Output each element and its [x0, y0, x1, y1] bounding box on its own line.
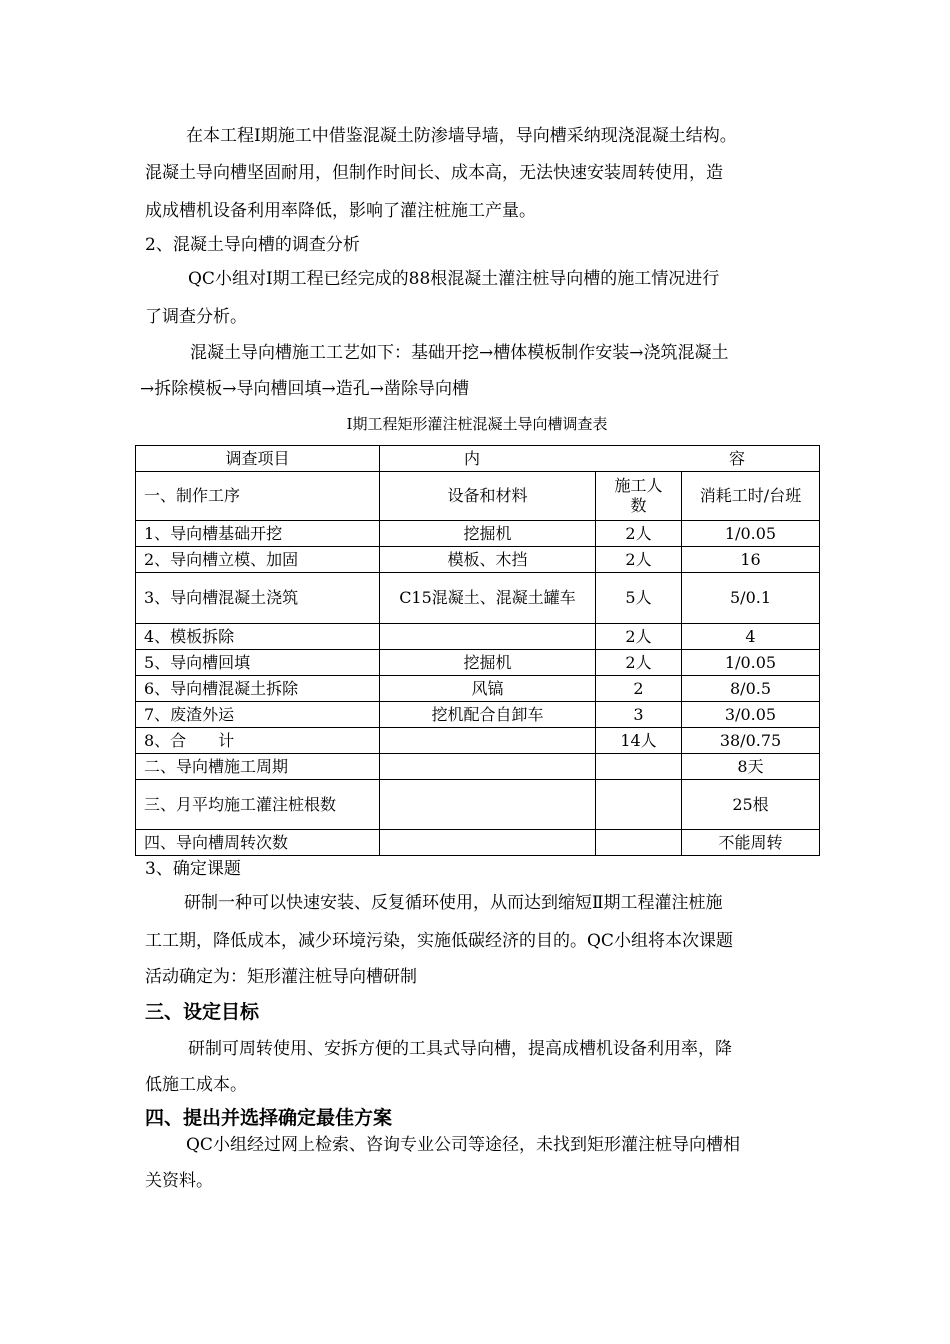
row-hours: 8天 [682, 754, 820, 780]
row-hours: 16 [682, 547, 820, 573]
intro-paragraph-line: 在本工程Ⅰ期施工中借鉴混凝土防渗墙导墙，导向槽采纳现浇混凝土结构。 [186, 126, 737, 146]
process-paragraph-line: →拆除模板→导向槽回填→造孔→凿除导向槽 [140, 379, 469, 399]
table-row [136, 676, 820, 702]
plan-paragraph-line: 关资料。 [145, 1171, 213, 1191]
row-item: 2、导向槽立模、加固 [136, 547, 380, 573]
row-hours: 3/0.05 [682, 702, 820, 728]
row-item: 1、导向槽基础开挖 [136, 521, 380, 547]
subheader-section-cell: 一、制作工序 [136, 472, 380, 521]
row-hours: 38/0.75 [682, 728, 820, 754]
analysis-paragraph-line: 了调查分析。 [145, 307, 247, 327]
row-equipment: 风镐 [380, 676, 596, 702]
goal-heading: 三、设定目标 [145, 1001, 260, 1023]
row-workers: 2人 [596, 547, 682, 573]
survey-table [135, 445, 820, 856]
row-hours: 4 [682, 624, 820, 650]
row-workers: 2 [596, 676, 682, 702]
row-item: 三、月平均施工灌注桩根数 [136, 780, 380, 830]
goal-paragraph-line: 研制可周转使用、安拆方便的工具式导向槽，提高成槽机设备利用率，降 [188, 1039, 732, 1059]
row-hours: 1/0.05 [682, 521, 820, 547]
topic-paragraph-line: 工工期，降低成本，减少环境污染，实施低碳经济的目的。QC小组将本次课题 [145, 931, 733, 951]
row-equipment [380, 754, 596, 780]
row-workers: 2人 [596, 521, 682, 547]
section-2-title: 2、混凝土导向槽的调查分析 [145, 235, 360, 255]
table-row [136, 573, 820, 624]
row-equipment [380, 780, 596, 830]
row-equipment: C15混凝土、混凝土罐车 [380, 573, 596, 624]
table-row [136, 830, 820, 856]
row-hours: 不能周转 [682, 830, 820, 856]
row-equipment: 模板、木挡 [380, 547, 596, 573]
table-row [136, 702, 820, 728]
goal-paragraph-line: 低施工成本。 [145, 1075, 247, 1095]
table-row [136, 650, 820, 676]
subheader-hours-cell: 消耗工时/台班 [682, 472, 820, 521]
section-3-title: 3、确定课题 [145, 859, 241, 879]
header-content-cell [380, 446, 820, 472]
row-hours: 1/0.05 [682, 650, 820, 676]
topic-paragraph-line: 活动确定为：矩形灌注桩导向槽研制 [145, 967, 417, 987]
table-row [136, 754, 820, 780]
plan-paragraph-line: QC小组经过网上检索、咨询专业公司等途径，未找到矩形灌注桩导向槽相 [186, 1135, 740, 1155]
topic-paragraph-line: 研制一种可以快速安装、反复循环使用，从而达到缩短Ⅱ期工程灌注桩施 [184, 893, 723, 913]
table-caption: Ⅰ期工程矩形灌注桩混凝土导向槽调查表 [346, 415, 608, 433]
row-item: 四、导向槽周转次数 [136, 830, 380, 856]
row-workers: 5人 [596, 573, 682, 624]
subheader-workers-cell [596, 472, 682, 521]
row-equipment [380, 624, 596, 650]
subheader-workers-line: 数 [630, 496, 647, 515]
table-row [136, 547, 820, 573]
row-hours: 5/0.1 [682, 573, 820, 624]
header-item-cell: 调查项目 [136, 446, 380, 472]
analysis-paragraph-line: QC小组对Ⅰ期工程已经完成的88根混凝土灌注桩导向槽的施工情况进行 [188, 269, 720, 289]
row-equipment: 挖掘机 [380, 521, 596, 547]
header-content-right: 容 [729, 448, 746, 468]
header-content-left: 内 [464, 448, 481, 468]
row-equipment: 挖机配合自卸车 [380, 702, 596, 728]
subheader-workers-line: 施工人 [614, 476, 663, 495]
row-workers: 3 [596, 702, 682, 728]
row-item: 3、导向槽混凝土浇筑 [136, 573, 380, 624]
row-item: 二、导向槽施工周期 [136, 754, 380, 780]
row-workers [596, 830, 682, 856]
row-equipment [380, 728, 596, 754]
row-workers: 2人 [596, 624, 682, 650]
intro-paragraph-line: 成成槽机设备利用率降低，影响了灌注桩施工产量。 [145, 201, 536, 221]
row-workers: 14人 [596, 728, 682, 754]
row-item: 5、导向槽回填 [136, 650, 380, 676]
row-workers: 2人 [596, 650, 682, 676]
row-item: 6、导向槽混凝土拆除 [136, 676, 380, 702]
table-subheader-row [136, 472, 820, 521]
table-row [136, 780, 820, 830]
table-row [136, 521, 820, 547]
process-paragraph-line: 混凝土导向槽施工工艺如下：基础开挖→槽体模板制作安装→浇筑混凝土 [190, 343, 729, 363]
row-hours: 25根 [682, 780, 820, 830]
table-row [136, 728, 820, 754]
row-equipment [380, 830, 596, 856]
row-hours: 8/0.5 [682, 676, 820, 702]
intro-paragraph-line: 混凝土导向槽坚固耐用，但制作时间长、成本高，无法快速安装周转使用，造 [145, 163, 723, 183]
row-item: 7、废渣外运 [136, 702, 380, 728]
row-item: 4、模板拆除 [136, 624, 380, 650]
plan-heading: 四、提出并选择确定最佳方案 [145, 1107, 393, 1129]
table-header-row [136, 446, 820, 472]
table-row [136, 624, 820, 650]
subheader-equipment-cell: 设备和材料 [380, 472, 596, 521]
row-equipment: 挖掘机 [380, 650, 596, 676]
row-item: 8、合 计 [136, 728, 380, 754]
row-workers [596, 754, 682, 780]
row-workers [596, 780, 682, 830]
